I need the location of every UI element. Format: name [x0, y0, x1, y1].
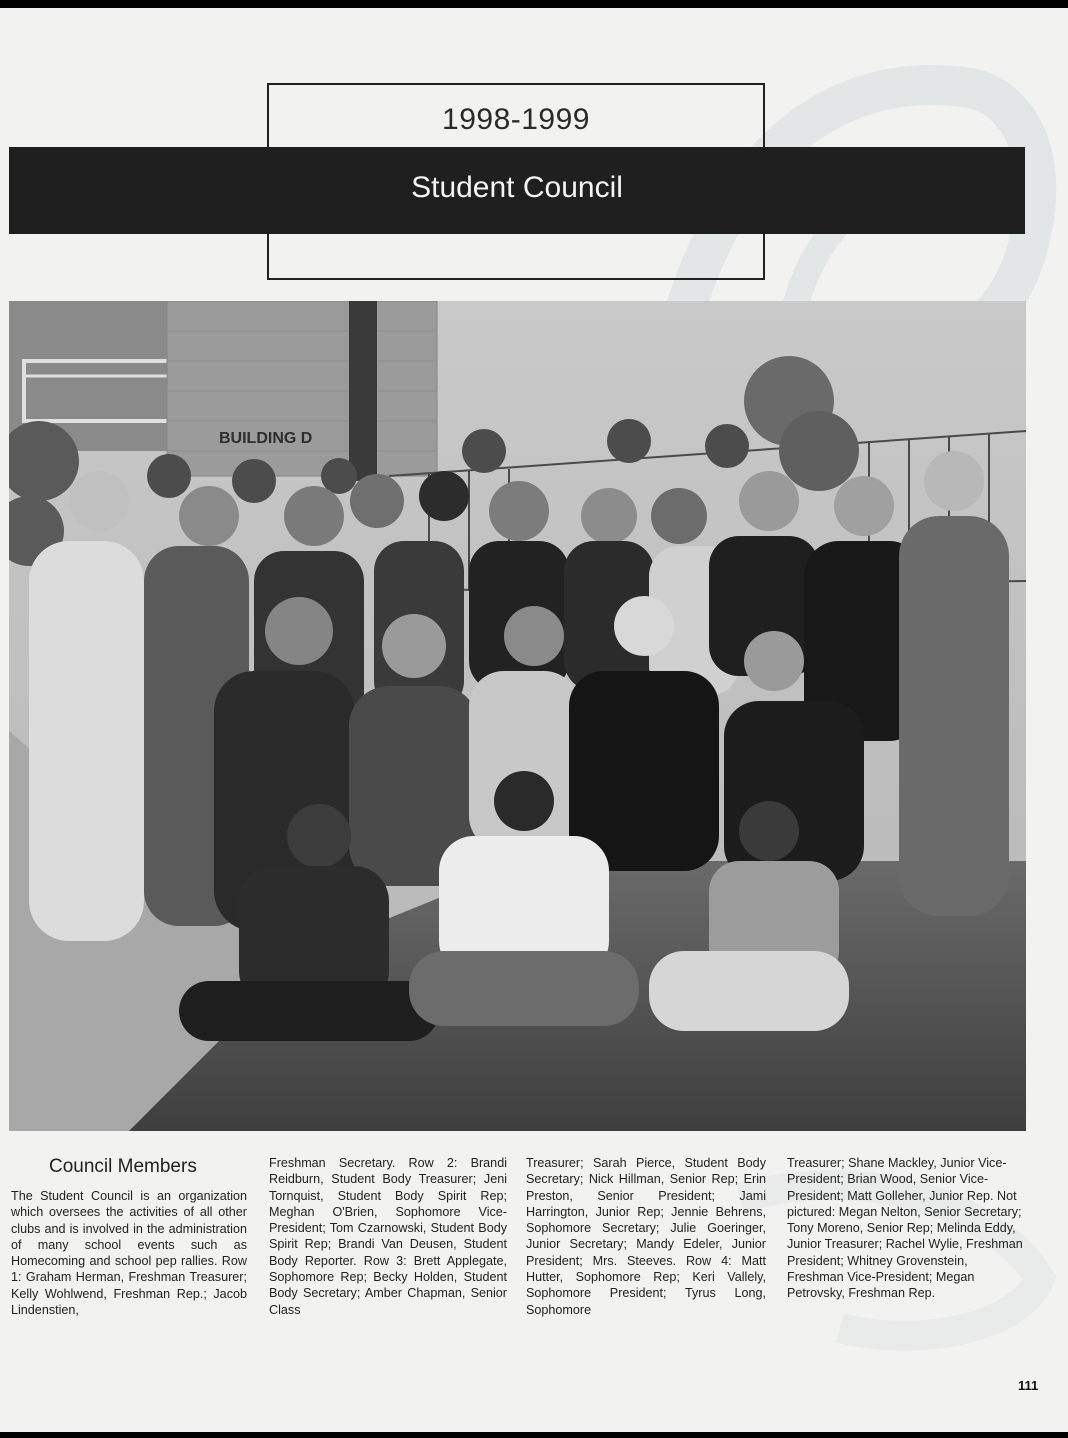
building-sign: BUILDING D [219, 430, 313, 447]
article-text-4: Treasurer; Shane Mackley, Junior Vice-President; Brian Wood, Senior Vice-President; Matt Golleher, Junior Rep. Not pictured: Megan Nelton, Senior Secretary; Tony Moreno, Senior Rep; Melinda Eddy, Junior Treasurer; Rachel Wylie, Freshman President; Whitney Grovenstein, Freshman Vice-President; Megan Petrovsky, Freshman Rep. [787, 1156, 1023, 1301]
group-photo [9, 301, 1026, 1131]
section-heading: Council Members [49, 1156, 197, 1177]
article-text-3: Treasurer; Sarah Pierce, Student Body Secretary; Nick Hillman, Senior Rep; Erin Preston, Senior President; Jami Harrington, Junior Rep; Jennie Behrens, Sophomore Secretary; Julie Goeringer, Junior Secretary; Mandy Edeler, Junior President; Mrs. Steeves. Row 4: Matt Hutter, Sophomore Rep; Keri Vallely, Sophomore President; Tyrus Long, Sophomore [526, 1156, 766, 1317]
article-column-2 [269, 1155, 507, 1318]
page-number: 111 [1018, 1378, 1039, 1393]
page-title: Student Council [411, 171, 623, 204]
group-photo-illustration [9, 301, 1026, 1131]
article-column-3 [526, 1155, 766, 1318]
article-text-1: The Student Council is an organization which oversees the activities of all other clubs and is involved in the administration of many school events such as Homecoming and school pep rallies. Row 1: Graham Herman, Freshman Treasurer; Kelly Wohlwend, Freshman Rep.; Jacob Lindenstien, [11, 1189, 247, 1318]
year-label: 1998-1999 [442, 103, 590, 136]
article-column-1 [11, 1188, 247, 1318]
article-column-4 [787, 1155, 1027, 1302]
yearbook-page [0, 8, 1068, 1432]
article-text-2: Freshman Secretary. Row 2: Brandi Reidburn, Student Body Treasurer; Jeni Tornquist, Student Body Spirit Rep; Meghan O'Brien, Sophomore Vice-President; Tom Czarnowski, Student Body Spirit Rep; Brandi Van Deusen, Student Body Reporter. Row 3: Brett Applegate, Sophomore Rep; Becky Holden, Student Body Secretary; Amber Chapman, Senior Class [269, 1156, 507, 1317]
